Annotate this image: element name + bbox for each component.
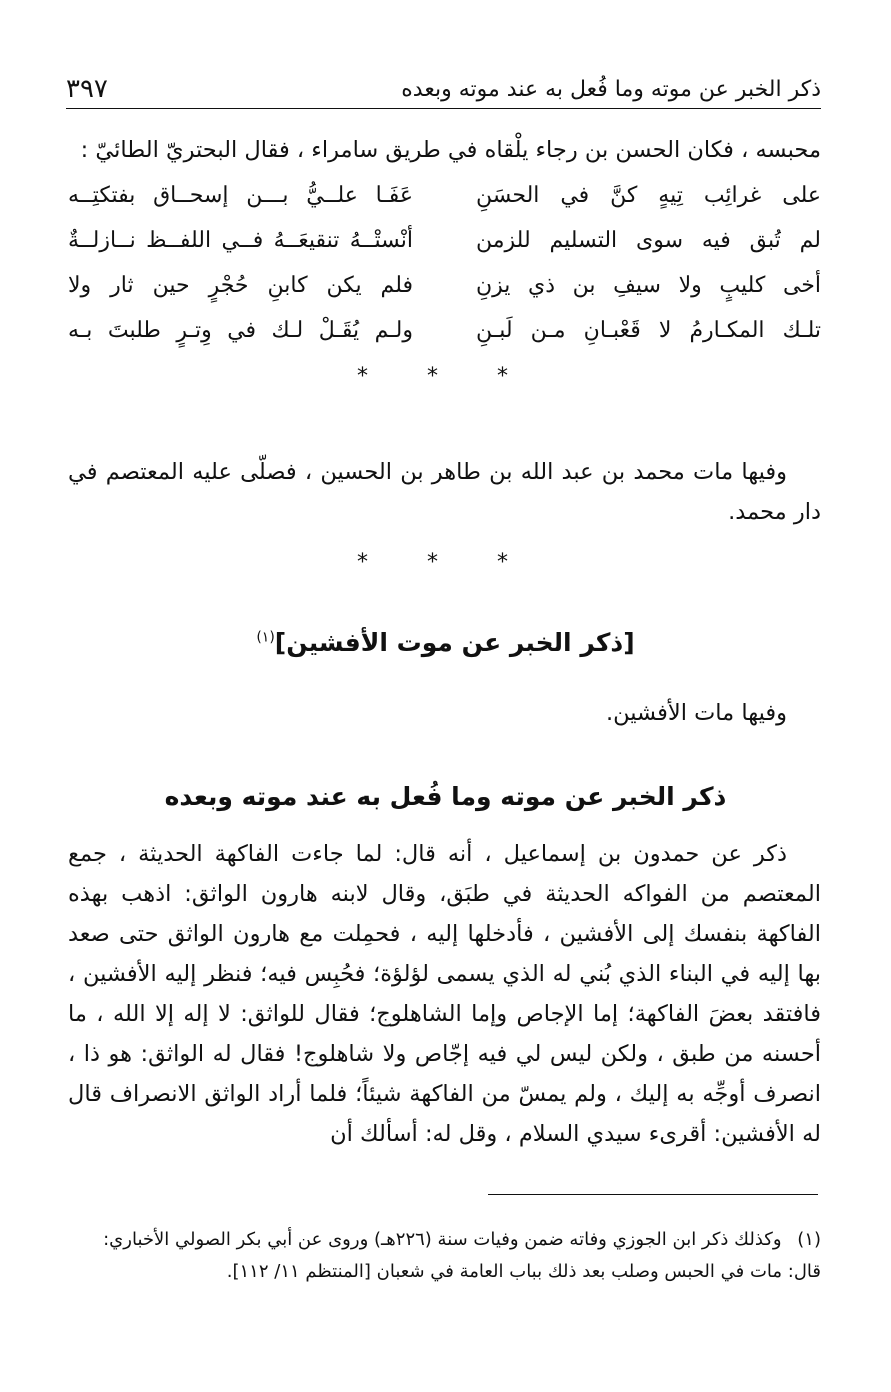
running-header	[66, 64, 821, 109]
verse-second-hemistich: تلـك المكـارمُ لا قَعْبـانِ مـن لَبـنِ	[476, 318, 821, 343]
paragraph-death-notice: وفيها مات محمد بن عبد الله بن طاهر بن الحسين ، فصلّى عليه المعتصم في دار محمد.	[68, 459, 821, 525]
heading-text: [ذكر الخبر عن موت الأفشين]	[274, 628, 635, 657]
section-separator: * * *	[357, 550, 534, 575]
footnote-number: (١)	[797, 1229, 821, 1250]
verse-first-hemistich: عَفَـا علــيُّ بـــن إسحــاق بفتكتِــه	[68, 183, 413, 208]
verse-second-hemistich: على غرائِب تِيهٍ كنَّ في الحسَنِ	[476, 183, 821, 208]
intro-line: محبسه ، فكان الحسن بن رجاء يلْقاه في طريق سامراء ، فقال البحتريّ الطائيّ :	[80, 137, 821, 163]
footnote-reference: (١)	[256, 629, 275, 646]
chapter-heading: ذكر الخبر عن موته وما فُعل به عند موته وبعده	[164, 782, 727, 811]
page-number: ٣٩٧	[66, 74, 108, 104]
verse-first-hemistich: أنْستْــهُ تنقيعَــهُ فــي اللفــظ نــازلــةٌ	[68, 228, 413, 253]
poem-verse	[68, 308, 821, 353]
verse-first-hemistich: ولـم يُقَـلْ لـك في وِتـرٍ طلبتَ بـه	[68, 318, 413, 343]
verse-first-hemistich: فلم يكن كابنِ حُجْرٍ حين ثار ولا	[68, 273, 413, 298]
verse-second-hemistich: لم تُبق فيه سوى التسليم للزمن	[476, 228, 821, 253]
footnote-separator	[488, 1194, 818, 1195]
footnote	[68, 1224, 821, 1288]
paragraph-afshin-death: وفيها مات الأفشين.	[605, 700, 787, 726]
section-heading	[0, 628, 891, 657]
poem-verse	[68, 218, 821, 263]
poem-verse	[68, 263, 821, 308]
verse-second-hemistich: أخى كليبٍ ولا سيفِ بن ذي يزنِ	[476, 273, 821, 298]
running-title: ذكر الخبر عن موته وما فُعل به عند موته وبعده	[401, 77, 821, 102]
section-separator: * * *	[357, 364, 534, 389]
body-paragraph: ذكر عن حمدون بن إسماعيل ، أنه قال: لما جاءت الفاكهة الحديثة ، جمع المعتصم من الفواكه الحديثة في طبَق، وقال لابنه هارون الواثق: اذهب بهذه الفاكهة بنفسك إلى الأفشين ، فأدخلها إليه ، فحمِلت مع هارون الواثق حتى صعد بها إليه في البناء الذي بُني له الذي يسمى لؤلؤة؛ فحُبِس فيه؛ فنظر إليه الأفشين ، فافتقد بعضَ الفاكهة؛ إما الإجاص وإما الشاهلوج؛ فقال للواثق: لا إله إلا الله ، ما أحسنه من طبق ، ولكن ليس لي فيه إجّاص ولا شاهلوج! فقال له الواثق: هو ذا ، انصرف أوجِّه به إليك ، ولم يمسّ من الفاكهة شيئاً؛ فلما أراد الواثق الانصراف قال له الأفشين: أقرىء سيدي السلام ، وقل له: أسألك أن	[68, 841, 821, 1147]
footnote-text: وكذلك ذكر ابن الجوزي وفاته ضمن وفيات سنة (٢٢٦هـ) وروى عن أبي بكر الصولي الأخباري: قال: مات في الحبس وصلب بعد ذلك بباب العامة في شعبان [المنتظم ١١/ ١١٢].	[103, 1229, 821, 1282]
poem-verse	[68, 173, 821, 218]
poem	[68, 173, 821, 353]
